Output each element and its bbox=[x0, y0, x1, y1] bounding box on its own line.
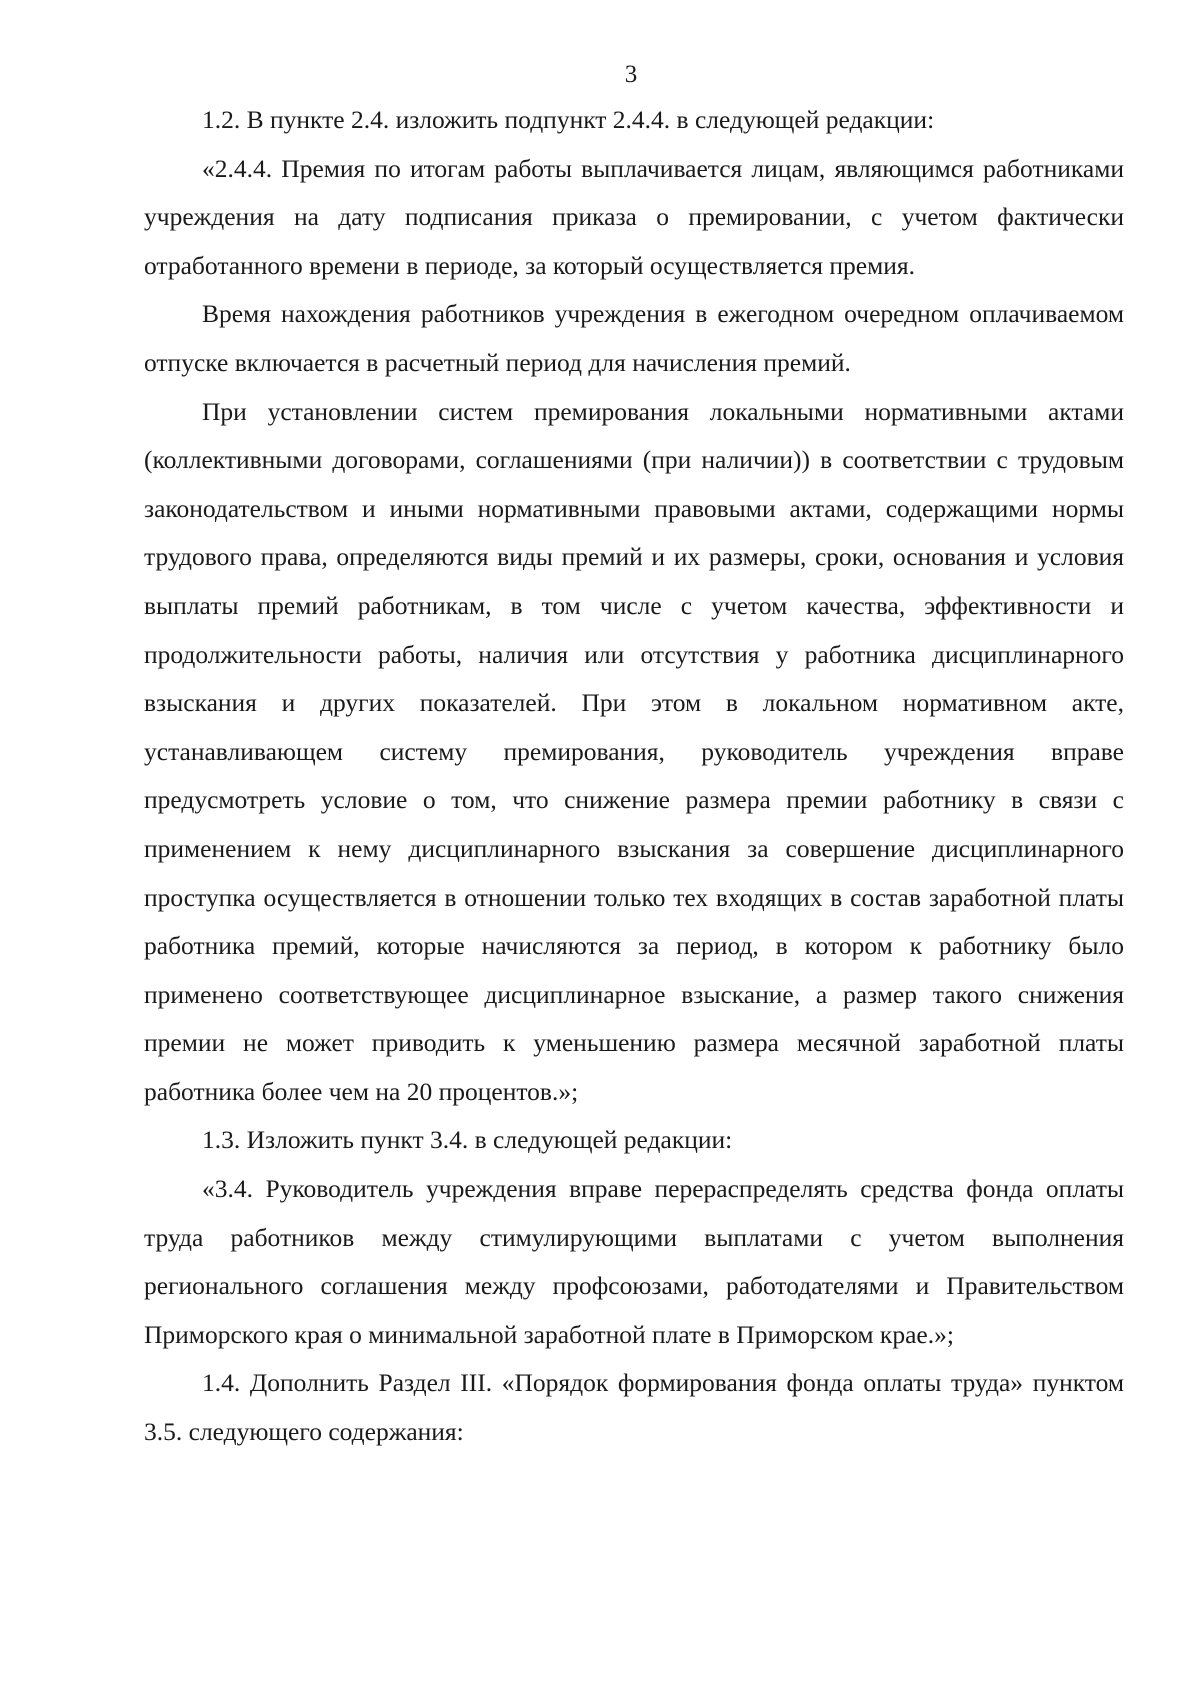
paragraph-bonus-systems: При установлении систем премирования локальными нормативными актами (коллективными договорами, соглашениями (при наличии)) в соответствии с трудовым законодательством и иными нормативными правовыми актами, содержащими нормы трудового права, определяются виды премий и их размеры, сроки, основания и условия выплаты премий работникам, в том числе с учетом качества, эффективности и продолжительности работы, наличия или отсутствия у работника дисциплинарного взыскания и других показателей. При этом в локальном нормативном акте, устанавливающем систему премирования, руководитель учреждения вправе предусмотреть условие о том, что снижение размера премии работнику в связи с применением к нему дисциплинарного взыскания за совершение дисциплинарного проступка осуществляется в отношении только тех входящих в состав заработной платы работника премий, которые начисляются за период, в котором к работнику было применено соответствующее дисциплинарное взыскание, а размер такого снижения премии не может приводить к уменьшению размера месячной заработной платы работника более чем на 20 процентов.»; bbox=[144, 396, 1124, 1106]
paragraph-1-4: 1.4. Дополнить Раздел III. «Порядок формирования фонда оплаты труда» пунктом 3.5. следующего содержания: bbox=[144, 1368, 1124, 1447]
paragraph-vacation-time: Время нахождения работников учреждения в ежегодном очередном оплачиваемом отпуске включается в расчетный период для начисления премий. bbox=[144, 299, 1124, 377]
document-body bbox=[144, 96, 1124, 1457]
paragraph-1-2: 1.2. В пункте 2.4. изложить подпункт 2.4.4. в следующей редакции: bbox=[202, 105, 935, 134]
paragraph-3-4: «3.4. Руководитель учреждения вправе перераспределять средства фонда оплаты труда работников между стимулирующими выплатами с учетом выполнения регионального соглашения между профсоюзами, работодателями и Правительством Приморского края о минимальной заработной плате в Приморском крае.»; bbox=[144, 1174, 1124, 1349]
paragraph-1-3: 1.3. Изложить пункт 3.4. в следующей редакции: bbox=[202, 1125, 733, 1155]
paragraph-2-4-4: «2.4.4. Премия по итогам работы выплачивается лицам, являющимся работниками учреждения на дату подписания приказа о премировании, с учетом фактически отработанного времени в периоде, за который осуществляется премия. bbox=[144, 153, 1124, 280]
page-number: 3 bbox=[624, 61, 638, 88]
